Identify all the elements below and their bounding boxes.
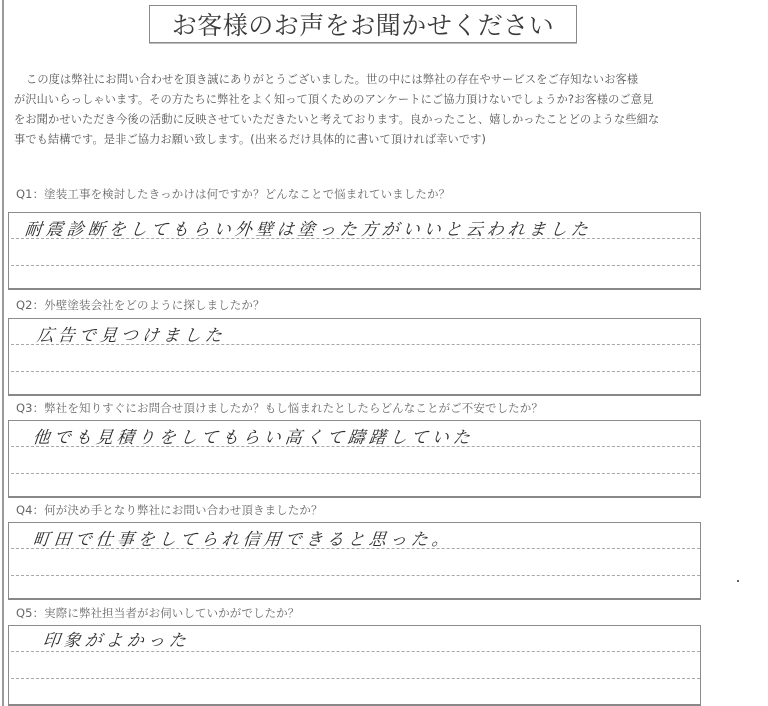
intro-line: が沢山いらっしゃいます。その方たちに弊社をよく知って頂くためのアンケートにご協力頂けないでしょうか?お客様のご意見 <box>14 93 654 106</box>
question-2-handwritten-answer: 広告で見つけました <box>35 326 227 346</box>
answer-guide-line <box>11 473 700 474</box>
answer-guide-line <box>11 651 700 652</box>
page-title: お客様のお声をお聞かせください <box>149 5 577 43</box>
intro-line: この度は弊社にお問い合わせを頂き誠にありがとうございました。世の中には弊社の存在やサービスをご存知ないお客様 <box>26 73 639 86</box>
answer-guide-line <box>11 575 700 576</box>
question-1-handwritten-answer: 耐震診断をしてもらい外壁は塗った方がいいと云われました <box>23 220 593 240</box>
question-1-answer-box <box>8 212 701 290</box>
question-1-label: Q1：塗装工事を検討したきっかけは何ですか？どんなことで悩まれていましたか？ <box>16 187 451 201</box>
question-3-label: Q3：弊社を知りすぐにお問合せ頂けましたか？もし悩まれたとしたらどんなことがご不安でしたか？ <box>16 401 543 415</box>
question-4-label: Q4：何が決め手となり弊社にお問い合わせ頂きましたか？ <box>16 503 323 517</box>
scan-page-edge <box>2 0 4 706</box>
intro-line: をお聞かせいただき今後の活動に反映させていただきたいと考えております。良かったこと、嬉しかったことどのような些細な <box>14 113 660 126</box>
answer-guide-line <box>11 678 700 679</box>
question-5-handwritten-answer: 印象がよかった <box>41 631 191 651</box>
question-3-handwritten-answer: 他でも見積りをしてもらい高くて躊躇していた <box>31 428 475 448</box>
scan-speck <box>737 580 739 582</box>
answer-guide-line <box>11 265 700 266</box>
question-2-answer-box <box>8 318 701 396</box>
question-2-label: Q2：外壁塗装会社をどのように探しましたか？ <box>16 298 265 312</box>
question-5-answer-box <box>8 625 701 706</box>
question-4-handwritten-answer: 町田で仕事をしてられ信用できると思った。 <box>31 530 454 550</box>
question-5-label: Q5：実際に弊社担当者がお伺いしていかがでしたか？ <box>16 606 300 620</box>
question-4-answer-box <box>8 522 701 600</box>
intro-line: 事でも結構です。是非ご協力お願い致します。(出来るだけ具体的に書いて頂ければ幸いです) <box>14 133 487 146</box>
answer-guide-line <box>11 371 700 372</box>
question-3-answer-box <box>8 420 701 498</box>
intro-paragraph <box>14 70 714 150</box>
